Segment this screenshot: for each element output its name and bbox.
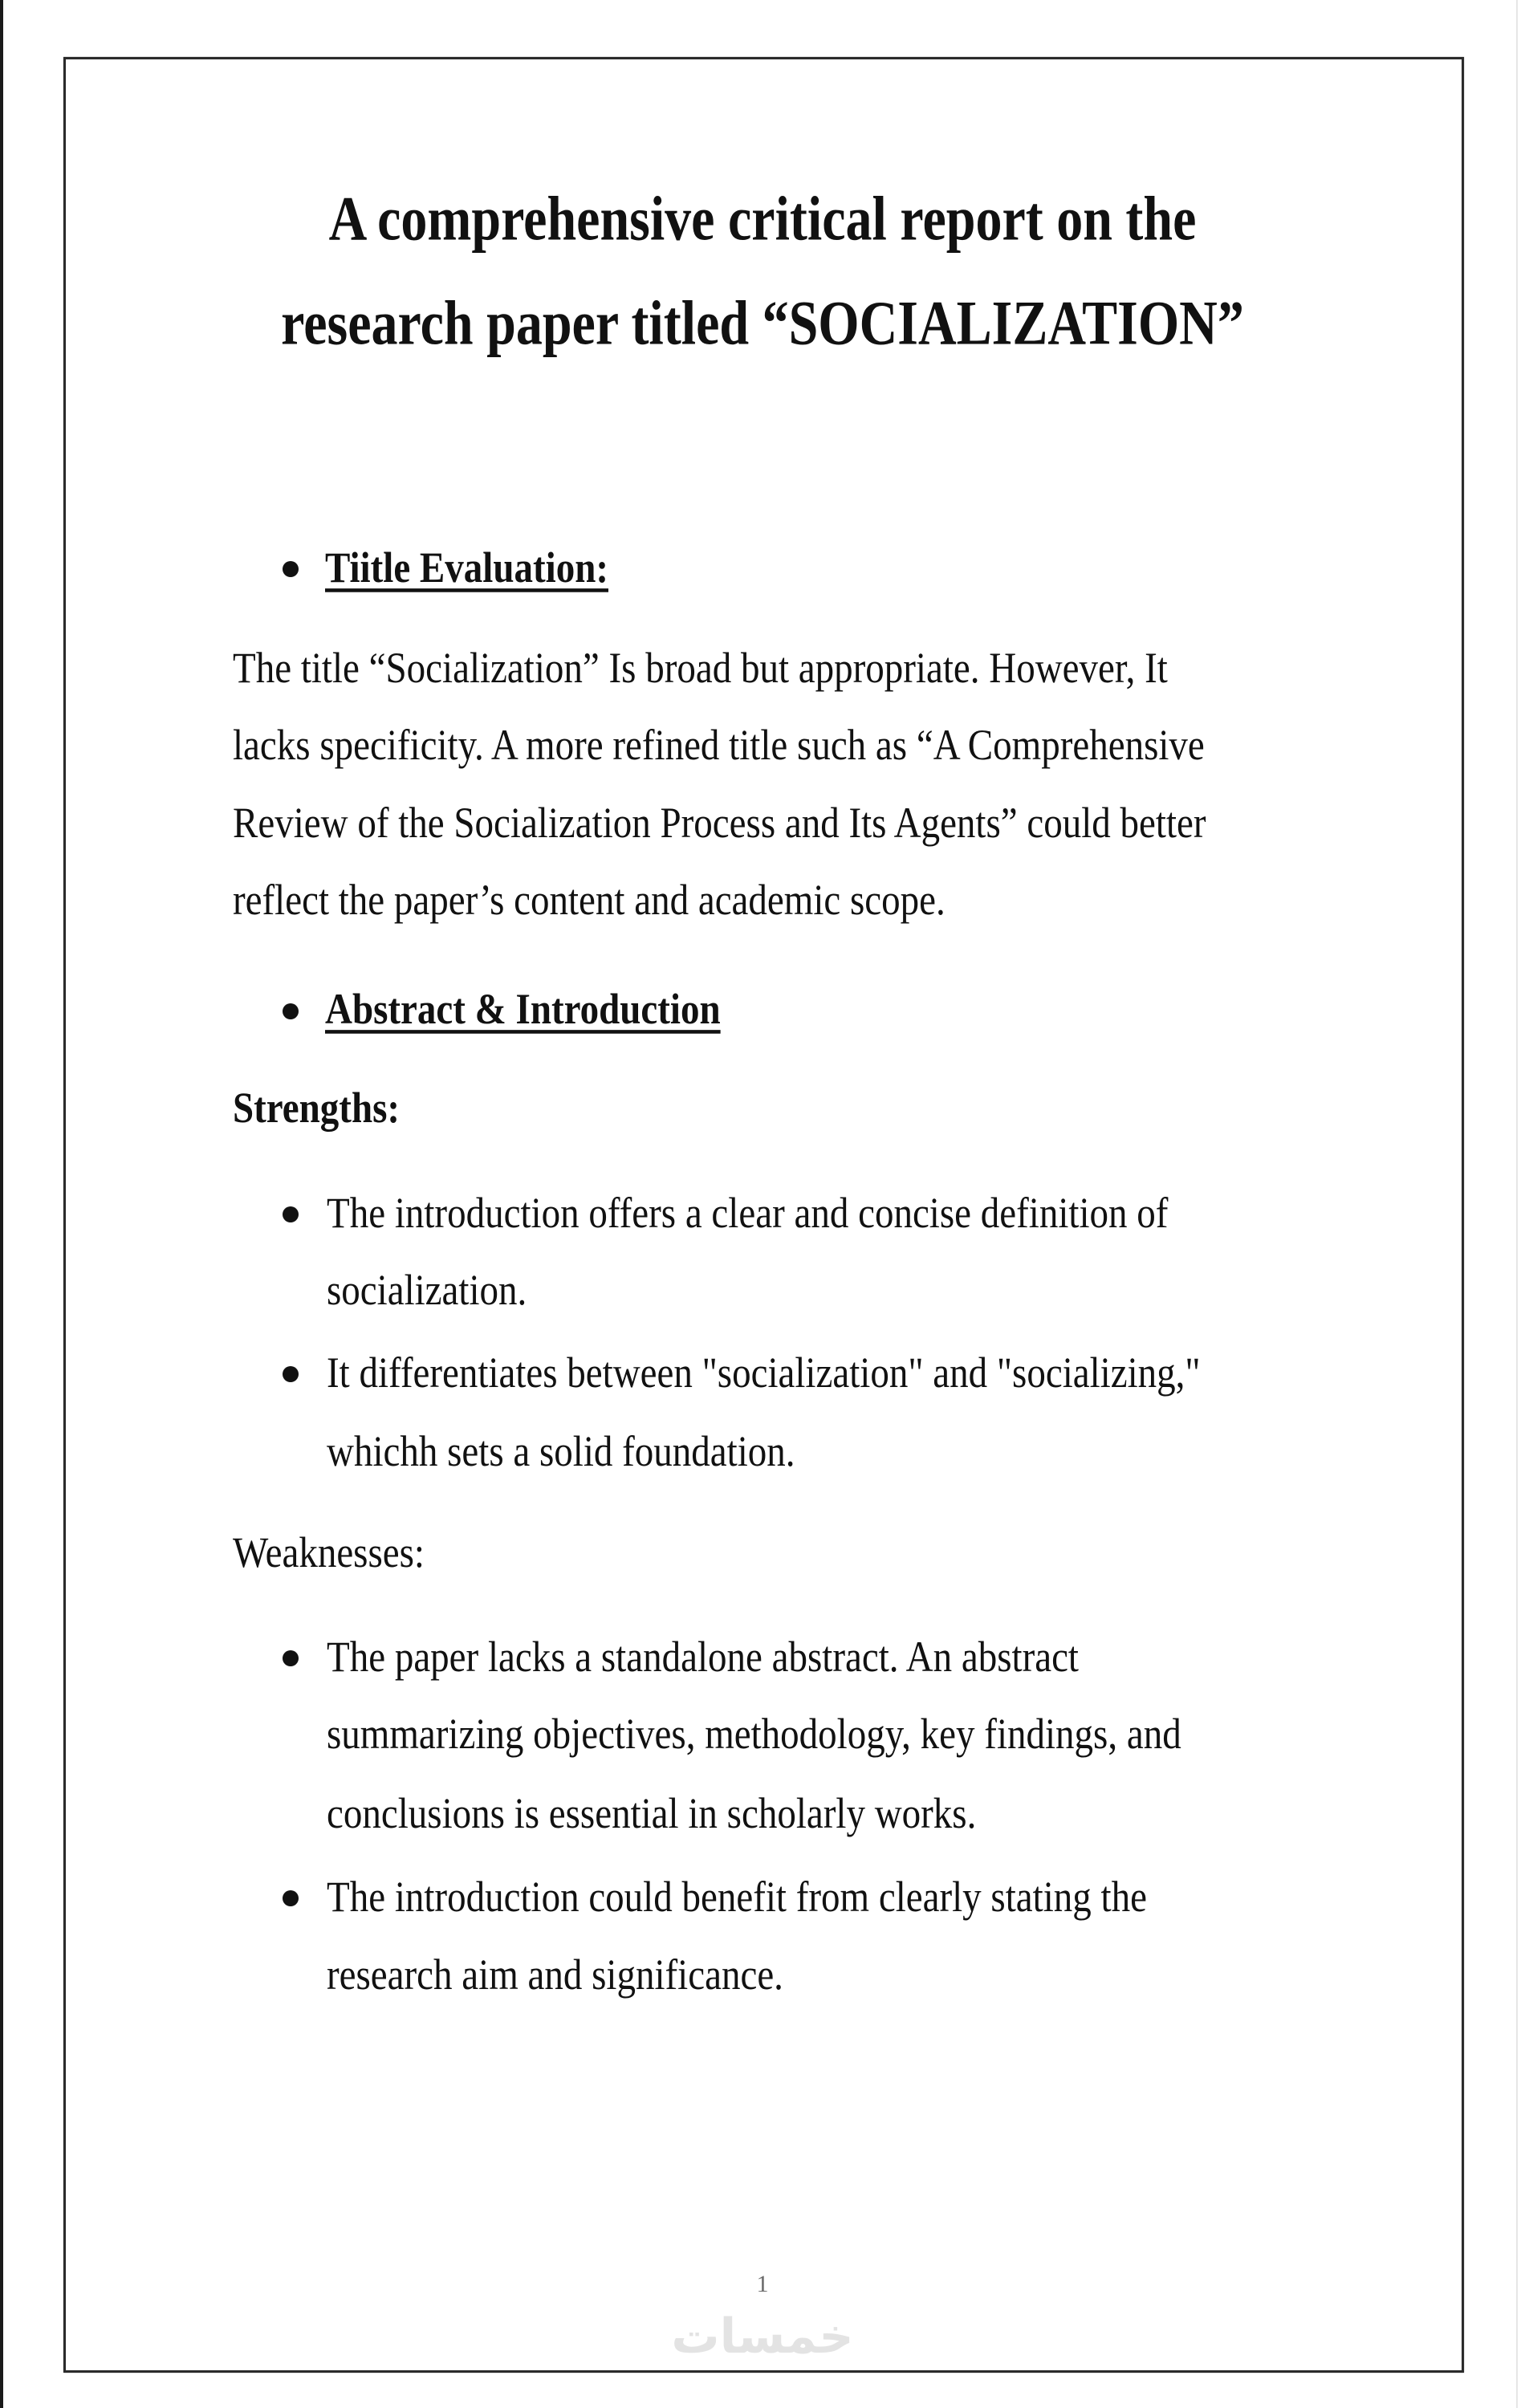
section-heading-abstract-introduction xyxy=(325,984,721,1035)
weakness-item-1-line-1: The paper lacks a standalone abstract. An abstract xyxy=(327,1633,1079,1682)
paragraph-line: reflect the paper’s content and academic scope. xyxy=(233,877,946,925)
paragraph-line: lacks specificity. A more refined title such as “A Comprehensive xyxy=(233,722,1205,770)
section-heading-text: Abstract & Introduction xyxy=(325,986,721,1034)
strengths-label: Strengths: xyxy=(233,1084,401,1133)
strength-item-1-line-1: The introduction offers a clear and concise definition of xyxy=(327,1190,1169,1238)
weaknesses-label: Weaknesses: xyxy=(233,1529,425,1577)
paragraph-line: The title “Socialization” Is broad but appropriate. However, It xyxy=(233,645,1168,693)
bullet-icon xyxy=(283,1003,299,1019)
strength-item-2-line-1: It differentiates between "socialization" and "socializing," xyxy=(327,1349,1201,1397)
bullet-icon xyxy=(283,1890,299,1906)
bullet-icon xyxy=(283,1366,299,1382)
section-heading-title-evaluation xyxy=(325,543,608,594)
section-heading-text: Tiitle Evaluation: xyxy=(325,544,608,592)
weakness-item-2-line-1: The introduction could benefit from clearly stating the xyxy=(327,1873,1147,1922)
document-title-line-2: research paper titled “SOCIALIZATION” xyxy=(281,289,1244,359)
page-number: 1 xyxy=(756,2271,769,2297)
bullet-icon xyxy=(283,561,299,577)
weakness-item-2-line-2: research aim and significance. xyxy=(327,1951,783,1999)
bullet-icon xyxy=(283,1650,299,1666)
weakness-item-1-line-3: conclusions is essential in scholarly works. xyxy=(327,1790,977,1838)
bullet-icon xyxy=(283,1206,299,1222)
weakness-item-1-line-2: summarizing objectives, methodology, key findings, and xyxy=(327,1710,1181,1759)
document-title-line-1: A comprehensive critical report on the xyxy=(328,185,1197,254)
paragraph-line: Review of the Socialization Process and Its Agents” could better xyxy=(233,799,1206,848)
watermark-logo: خمسات xyxy=(671,2308,854,2365)
strength-item-1-line-2: socialization. xyxy=(327,1267,527,1315)
strength-item-2-line-2: whichh sets a solid foundation. xyxy=(327,1428,795,1476)
